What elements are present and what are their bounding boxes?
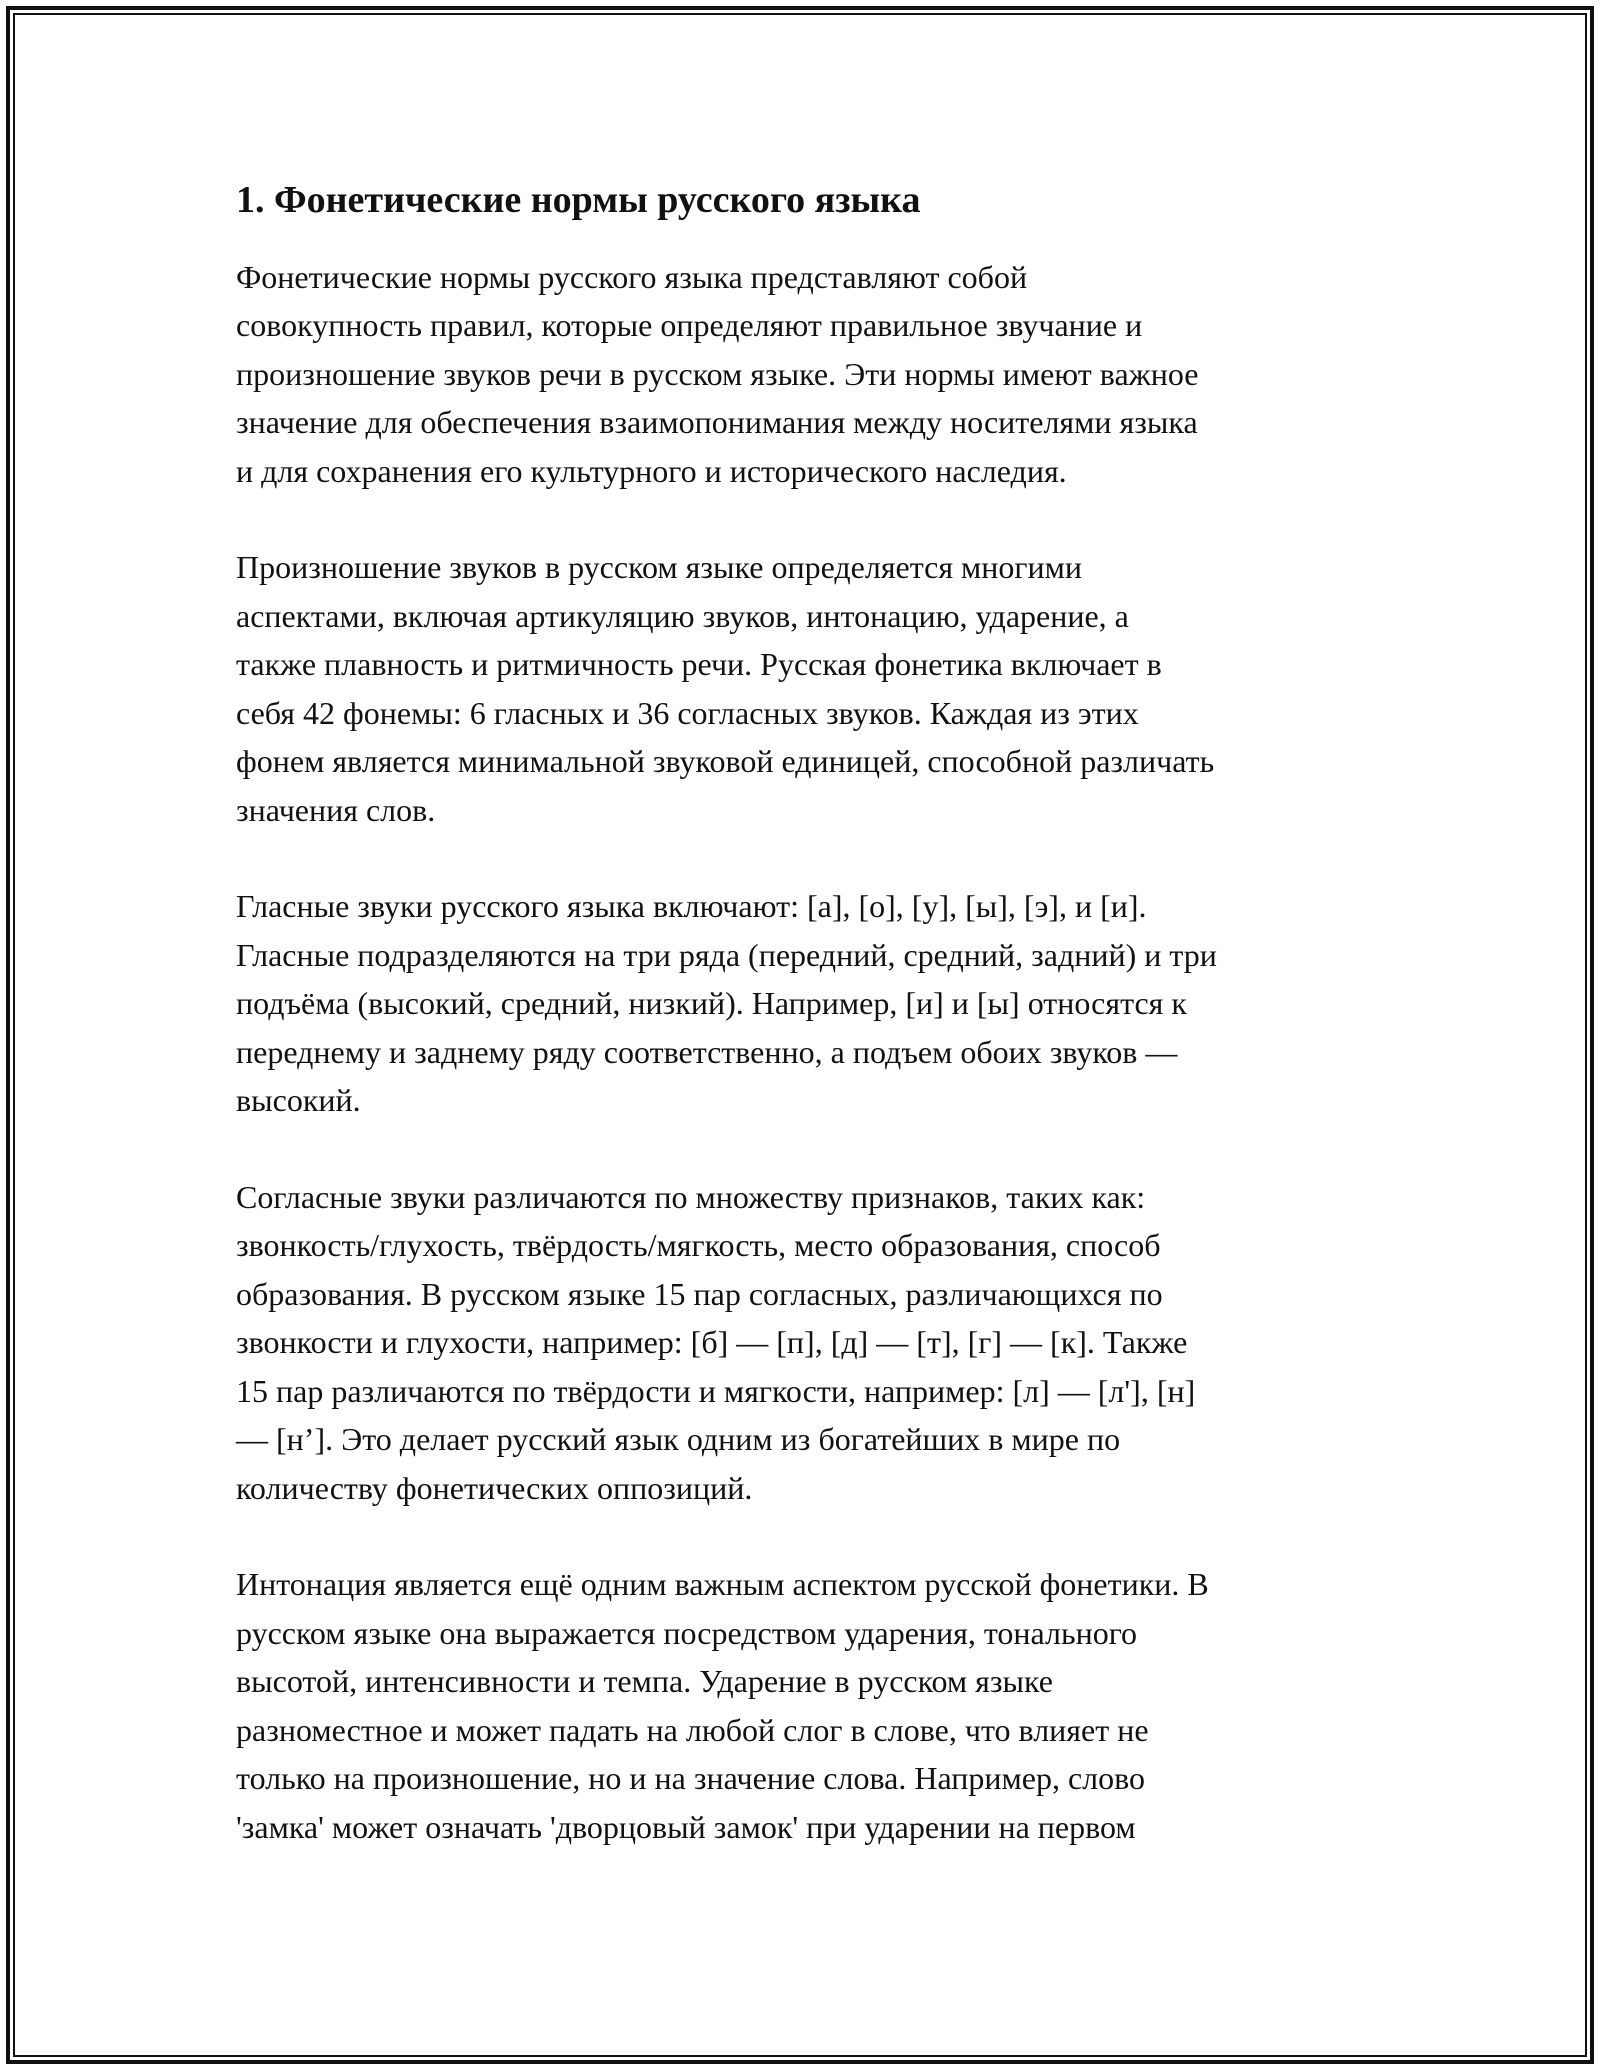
text-line: значения слов. [236,791,436,828]
document-page [236,178,1386,1899]
text-line: образования. В русском языке 15 пар согласных, различающихся по [236,1275,1163,1312]
text-line: — [н’]. Это делает русский язык одним из богатейших в мире по [236,1421,1121,1458]
text-line: Интонация является ещё одним важным аспектом русской фонетики. В [236,1566,1209,1603]
text-line: аспектами, включая артикуляцию звуков, интонацию, ударение, а [236,597,1129,634]
text-line: только на произношение, но и на значение слова. Например, слово [236,1760,1145,1797]
text-line: Произношение звуков в русском языке определяется многими [236,549,1083,586]
text-line: произношение звуков речи в русском языке. Эти нормы имеют важное [236,355,1199,392]
text-line: Согласные звуки различаются по множеству признаков, таких как: [236,1178,1146,1215]
text-line: звонкость/глухость, твёрдость/мягкость, место образования, способ [236,1227,1161,1264]
text-line: высотой, интенсивности и темпа. Ударение в русском языке [236,1663,1053,1700]
text-line: также плавность и ритмичность речи. Русская фонетика включает в [236,646,1162,683]
text-line: фонем является минимальной звуковой единицей, способной различать [236,743,1215,780]
text-line: Фонетические нормы русского языка представляют собой [236,258,1028,295]
document-title: 1. Фонетические нормы русского языка [236,179,921,221]
text-line: высокий. [236,1082,361,1119]
text-line: себя 42 фонемы: 6 гласных и 36 согласных звуков. Каждая из этих [236,694,1139,731]
text-line: Гласные подразделяются на три ряда (передний, средний, задний) и три [236,936,1217,973]
paragraph-2 [236,543,1386,834]
text-line: и для сохранения его культурного и исторического наследия. [236,452,1067,489]
text-line: подъёма (высокий, средний, низкий). Например, [и] и [ы] относятся к [236,985,1187,1022]
text-line: совокупность правил, которые определяют правильное звучание и [236,307,1143,344]
text-line: количеству фонетических оппозиций. [236,1469,753,1506]
paragraph-3 [236,882,1386,1125]
text-line: 15 пар различаются по твёрдости и мягкости, например: [л] — [л'], [н] [236,1372,1196,1409]
text-line: Гласные звуки русского языка включают: [а], [о], [у], [ы], [э], и [и]. [236,888,1147,925]
text-line: разноместное и может падать на любой слог в слове, что влияет не [236,1711,1149,1748]
paragraph-4 [236,1173,1386,1513]
text-line: 'замка' может означать 'дворцовый замок' при ударении на первом [236,1808,1136,1845]
paragraph-1 [236,253,1386,496]
text-line: переднему и заднему ряду соответственно, а подъем обоих звуков — [236,1033,1178,1070]
text-line: значение для обеспечения взаимопонимания между носителями языка [236,404,1198,441]
paragraph-5 [236,1560,1386,1851]
text-line: русском языке она выражается посредством ударения, тонального [236,1614,1138,1651]
text-line: звонкости и глухости, например: [б] — [п], [д] — [т], [г] — [к]. Также [236,1324,1188,1361]
